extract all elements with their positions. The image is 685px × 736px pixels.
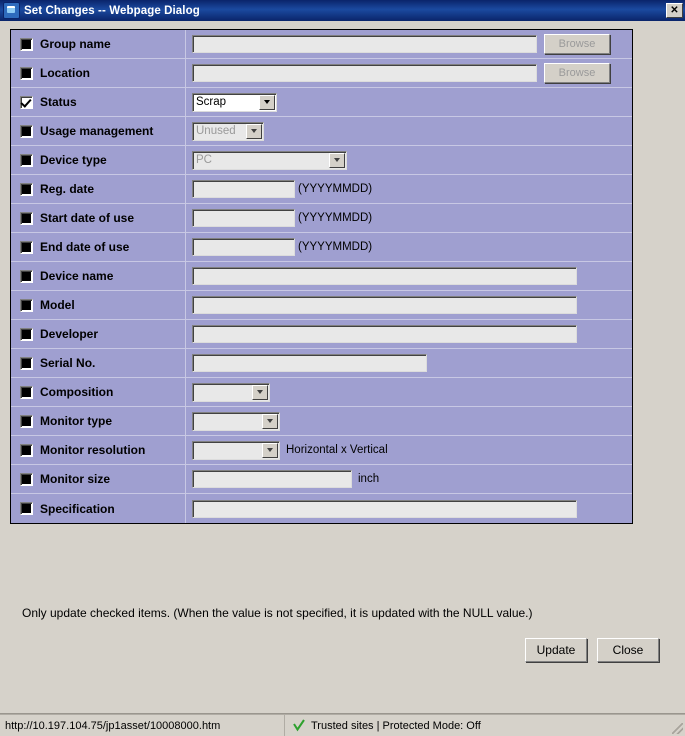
form-row <box>11 88 632 117</box>
browse-button[interactable]: Browse <box>544 63 610 83</box>
row-label: Reg. date <box>40 182 95 196</box>
dropdown-value: Scrap <box>196 96 227 108</box>
form-row <box>11 146 632 175</box>
form-row-label-cell <box>11 175 186 203</box>
status-bar <box>0 714 685 736</box>
form-row-field-cell <box>186 494 632 523</box>
chevron-down-icon[interactable] <box>259 95 275 110</box>
close-icon[interactable]: ✕ <box>666 3 683 18</box>
row-label: Monitor size <box>40 472 111 486</box>
row-label: Developer <box>40 327 99 341</box>
text-input[interactable] <box>192 354 427 372</box>
text-input[interactable] <box>192 470 352 488</box>
text-input[interactable] <box>192 500 577 518</box>
form-row-field-cell <box>186 320 632 348</box>
row-checkbox[interactable] <box>20 241 33 254</box>
row-label: Location <box>40 66 90 80</box>
row-checkbox[interactable] <box>20 212 33 225</box>
window-title: Set Changes -- Webpage Dialog <box>24 4 200 17</box>
field-suffix-label: (YYYYMMDD) <box>298 212 373 224</box>
title-bar <box>0 0 685 21</box>
form-row-field-cell <box>186 465 632 493</box>
dropdown-select[interactable] <box>192 151 347 170</box>
zone-label: Trusted sites | Protected Mode: Off <box>311 719 481 732</box>
shield-check-icon <box>293 719 305 732</box>
dropdown-select[interactable] <box>192 412 280 431</box>
update-button[interactable]: Update <box>525 638 587 662</box>
form-row-label-cell <box>11 30 186 58</box>
form-row <box>11 30 632 59</box>
form-row-field-cell <box>186 204 632 232</box>
field-suffix-label: (YYYYMMDD) <box>298 183 373 195</box>
text-input[interactable] <box>192 296 577 314</box>
row-checkbox[interactable] <box>20 386 33 399</box>
form-row <box>11 378 632 407</box>
row-checkbox[interactable] <box>20 473 33 486</box>
form-row-field-cell <box>186 146 632 174</box>
row-label: Monitor resolution <box>40 443 146 457</box>
form-row-label-cell <box>11 436 186 464</box>
form-row <box>11 407 632 436</box>
resize-grip[interactable] <box>669 715 685 736</box>
form-row-field-cell <box>186 262 632 290</box>
status-url: http://10.197.104.75/jp1asset/10008000.htm <box>0 715 285 736</box>
dropdown-select[interactable] <box>192 383 270 402</box>
chevron-down-icon[interactable] <box>246 124 262 139</box>
form-row-label-cell <box>11 262 186 290</box>
dropdown-select[interactable] <box>192 93 277 112</box>
field-suffix-label: (YYYYMMDD) <box>298 241 373 253</box>
form-row-label-cell <box>11 291 186 319</box>
dropdown-value: Unused <box>196 125 236 137</box>
field-suffix-label: Horizontal x Vertical <box>286 444 388 456</box>
form-row-label-cell <box>11 494 186 523</box>
form-row-label-cell <box>11 204 186 232</box>
row-checkbox[interactable] <box>20 67 33 80</box>
row-label: Composition <box>40 385 114 399</box>
form-row <box>11 233 632 262</box>
chevron-down-icon[interactable] <box>252 385 268 400</box>
row-checkbox[interactable] <box>20 299 33 312</box>
row-label: Usage management <box>40 124 154 138</box>
security-zone <box>285 715 669 736</box>
form-row <box>11 494 632 523</box>
form-row <box>11 59 632 88</box>
form-row <box>11 175 632 204</box>
browse-button[interactable]: Browse <box>544 34 610 54</box>
field-suffix-label: inch <box>358 473 380 485</box>
form-row-field-cell <box>186 349 632 377</box>
chevron-down-icon[interactable] <box>329 153 345 168</box>
form-note: Only update checked items. (When the value is not specified, it is updated with the NULL value.) <box>22 606 533 620</box>
row-checkbox[interactable] <box>20 415 33 428</box>
text-input[interactable] <box>192 267 577 285</box>
form-row <box>11 349 632 378</box>
webpage-dialog-icon <box>3 2 20 19</box>
form-row-label-cell <box>11 378 186 406</box>
dropdown-select[interactable] <box>192 122 264 141</box>
dialog-actions <box>10 638 675 662</box>
row-checkbox[interactable] <box>20 357 33 370</box>
form-row <box>11 291 632 320</box>
form-row <box>11 204 632 233</box>
form-row-field-cell <box>186 30 632 58</box>
form-row <box>11 117 632 146</box>
form-row <box>11 436 632 465</box>
row-label: Device name <box>40 269 114 283</box>
chevron-down-icon[interactable] <box>262 414 278 429</box>
row-label: Device type <box>40 153 107 167</box>
form-row-field-cell <box>186 378 632 406</box>
text-input[interactable] <box>192 325 577 343</box>
row-checkbox[interactable] <box>20 328 33 341</box>
row-label: Specification <box>40 501 115 516</box>
form-row-field-cell <box>186 436 632 464</box>
row-checkbox[interactable] <box>20 154 33 167</box>
text-input[interactable] <box>192 35 537 53</box>
row-label: Status <box>40 95 77 109</box>
form-row <box>11 320 632 349</box>
form-row-label-cell <box>11 349 186 377</box>
form-row-label-cell <box>11 407 186 435</box>
dropdown-value: PC <box>196 154 212 166</box>
form-row-label-cell <box>11 233 186 261</box>
row-label: Start date of use <box>40 211 135 225</box>
form-row <box>11 262 632 291</box>
form-row-field-cell <box>186 117 632 145</box>
form-row-field-cell <box>186 88 632 116</box>
form-row-field-cell <box>186 59 632 87</box>
chevron-down-icon[interactable] <box>262 443 278 458</box>
form-row <box>11 465 632 494</box>
form-row-label-cell <box>11 117 186 145</box>
form-row-label-cell <box>11 146 186 174</box>
form-row-label-cell <box>11 88 186 116</box>
text-input[interactable] <box>192 180 295 198</box>
row-checkbox[interactable] <box>20 38 33 51</box>
form-row-field-cell <box>186 407 632 435</box>
text-input[interactable] <box>192 238 295 256</box>
text-input[interactable] <box>192 64 537 82</box>
close-button[interactable]: Close <box>597 638 659 662</box>
dialog-body <box>0 21 685 707</box>
row-label: Group name <box>40 37 111 51</box>
form-row-field-cell <box>186 233 632 261</box>
row-label: Model <box>40 298 75 312</box>
row-checkbox[interactable] <box>20 96 33 109</box>
row-checkbox[interactable] <box>20 502 33 515</box>
row-label: Serial No. <box>40 356 96 370</box>
form-row-label-cell <box>11 465 186 493</box>
form-row-label-cell <box>11 59 186 87</box>
row-checkbox[interactable] <box>20 125 33 138</box>
changes-form <box>10 29 633 524</box>
text-input[interactable] <box>192 209 295 227</box>
row-label: Monitor type <box>40 414 112 428</box>
dropdown-select[interactable] <box>192 441 280 460</box>
row-checkbox[interactable] <box>20 444 33 457</box>
form-row-field-cell <box>186 291 632 319</box>
row-checkbox[interactable] <box>20 183 33 196</box>
form-row-label-cell <box>11 320 186 348</box>
row-checkbox[interactable] <box>20 270 33 283</box>
form-row-field-cell <box>186 175 632 203</box>
row-label: End date of use <box>40 240 130 254</box>
